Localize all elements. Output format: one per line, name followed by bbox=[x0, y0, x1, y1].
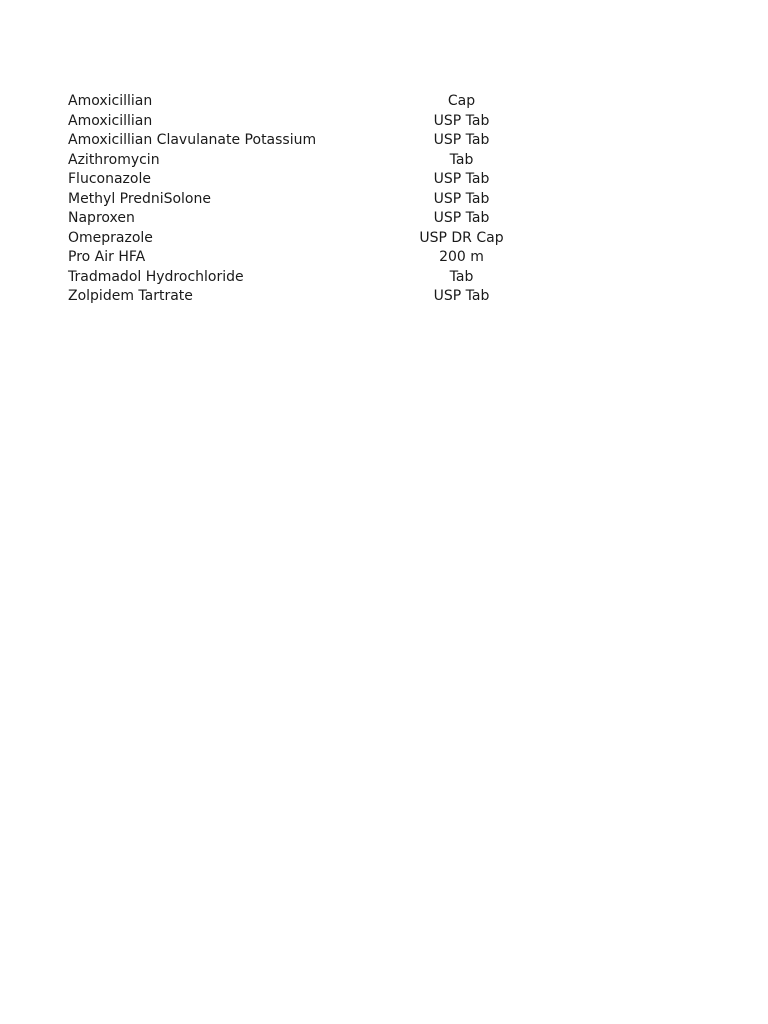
table-row bbox=[68, 248, 535, 268]
table-row bbox=[68, 131, 535, 151]
table-row bbox=[68, 151, 535, 171]
medication-name: Fluconazole bbox=[68, 171, 151, 187]
medication-form: USP Tab bbox=[433, 132, 490, 148]
medication-name: Naproxen bbox=[68, 210, 135, 226]
medication-form: USP DR Cap bbox=[419, 229, 504, 246]
medication-name: Amoxicillian bbox=[68, 112, 153, 129]
medication-name: Amoxicillian Clavulanate Potassium bbox=[68, 132, 317, 148]
medication-table bbox=[68, 92, 535, 307]
medication-name: Pro Air HFA bbox=[68, 249, 146, 265]
table-row bbox=[68, 92, 535, 112]
table-row bbox=[68, 209, 535, 229]
medication-form: Tab bbox=[449, 268, 474, 285]
table-row bbox=[68, 112, 535, 132]
medication-form: USP Tab bbox=[433, 288, 490, 304]
medication-form: Tab bbox=[449, 151, 474, 168]
medication-name: Tradmadol Hydrochloride bbox=[68, 268, 244, 285]
table-row bbox=[68, 268, 535, 288]
table-row bbox=[68, 229, 535, 249]
table-row bbox=[68, 287, 535, 307]
medication-name: Azithromycin bbox=[68, 151, 160, 168]
medication-name: Amoxicillian bbox=[68, 93, 153, 109]
medication-name: Methyl PredniSolone bbox=[68, 190, 211, 207]
medication-name: Omeprazole bbox=[68, 229, 153, 246]
medication-form: USP Tab bbox=[433, 190, 490, 207]
medication-form: USP Tab bbox=[433, 171, 490, 187]
medication-form: USP Tab bbox=[433, 112, 490, 129]
medication-form: 200 m bbox=[439, 249, 484, 265]
medication-table-body bbox=[68, 92, 535, 307]
table-row bbox=[68, 190, 535, 210]
medication-name: Zolpidem Tartrate bbox=[68, 288, 193, 304]
table-row bbox=[68, 170, 535, 190]
medication-form: USP Tab bbox=[433, 210, 490, 226]
medication-form: Cap bbox=[447, 93, 476, 109]
